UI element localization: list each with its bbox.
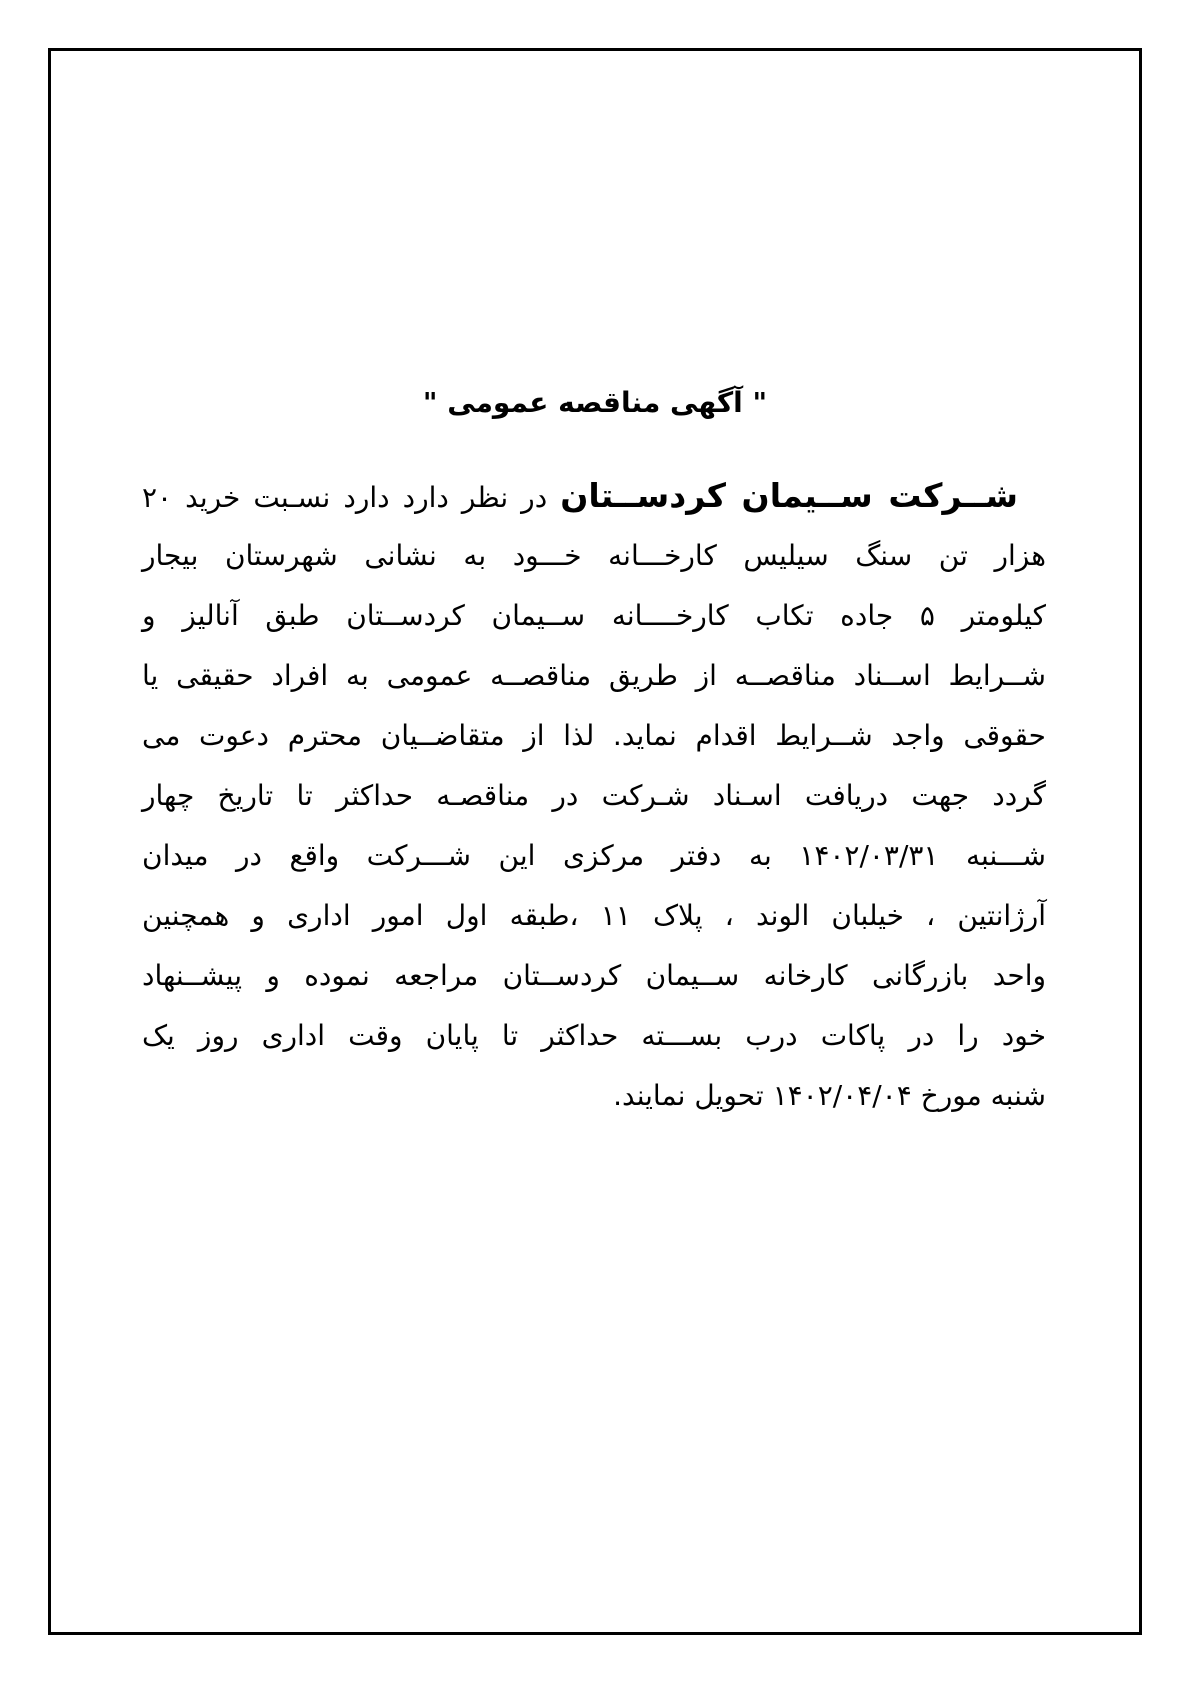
notice-line-4: شــرایط اســناد مناقصــه از طریق مناقصــه عمومی به افراد حقیقی یا [142,659,1046,692]
notice-line-6: گردد جهت دریافت اسـناد شـرکت در مناقصـه حداکثر تا تاریخ چهار [142,779,1046,812]
notice-line-10: خود را در پاکات درب بســـته حداکثر تا پایان وقت اداری روز یک [142,1019,1046,1052]
notice-line-5: حقوقی واجد شــرایط اقدام نماید. لذا از متقاضــیان محترم دعوت می [142,719,1046,752]
notice-line-8: آرژانتین ، خیلبان الوند ، پلاک ۱۱ ،طبقه اول امور اداری و همچنین [142,899,1047,932]
notice-line-1-text: در نظر دارد دارد نسـبت خرید ۲۰ [142,481,561,514]
notice-title: " آگهی مناقصه عمومی " [422,386,768,419]
notice-line-7: شـــنبه ۱۴۰۲/۰۳/۳۱ به دفتر مرکزی این شـــرکت واقع در میدان [142,839,1046,872]
company-name: شــرکت ســیمان کردســتان [560,476,1018,515]
notice-line-3: کیلومتر ۵ جاده تکاب کارخــــانه ســیمان کردســتان طبق آنالیز و [142,599,1046,632]
notice-line-2: هزار تن سنگ سیلیس کارخـــانه خـــود به نشانی شهرستان بیجار [142,539,1046,572]
notice-line-9: واحد بازرگانی کارخانه ســیمان کردســتان مراجعه نموده و پیشــنهاد [142,959,1046,992]
notice-line-1 [142,466,1046,526]
notice-line-11: شنبه مورخ ۱۴۰۲/۰۴/۰۴ تحویل نمایند. [613,1079,1046,1112]
notice-body [142,466,1046,1126]
